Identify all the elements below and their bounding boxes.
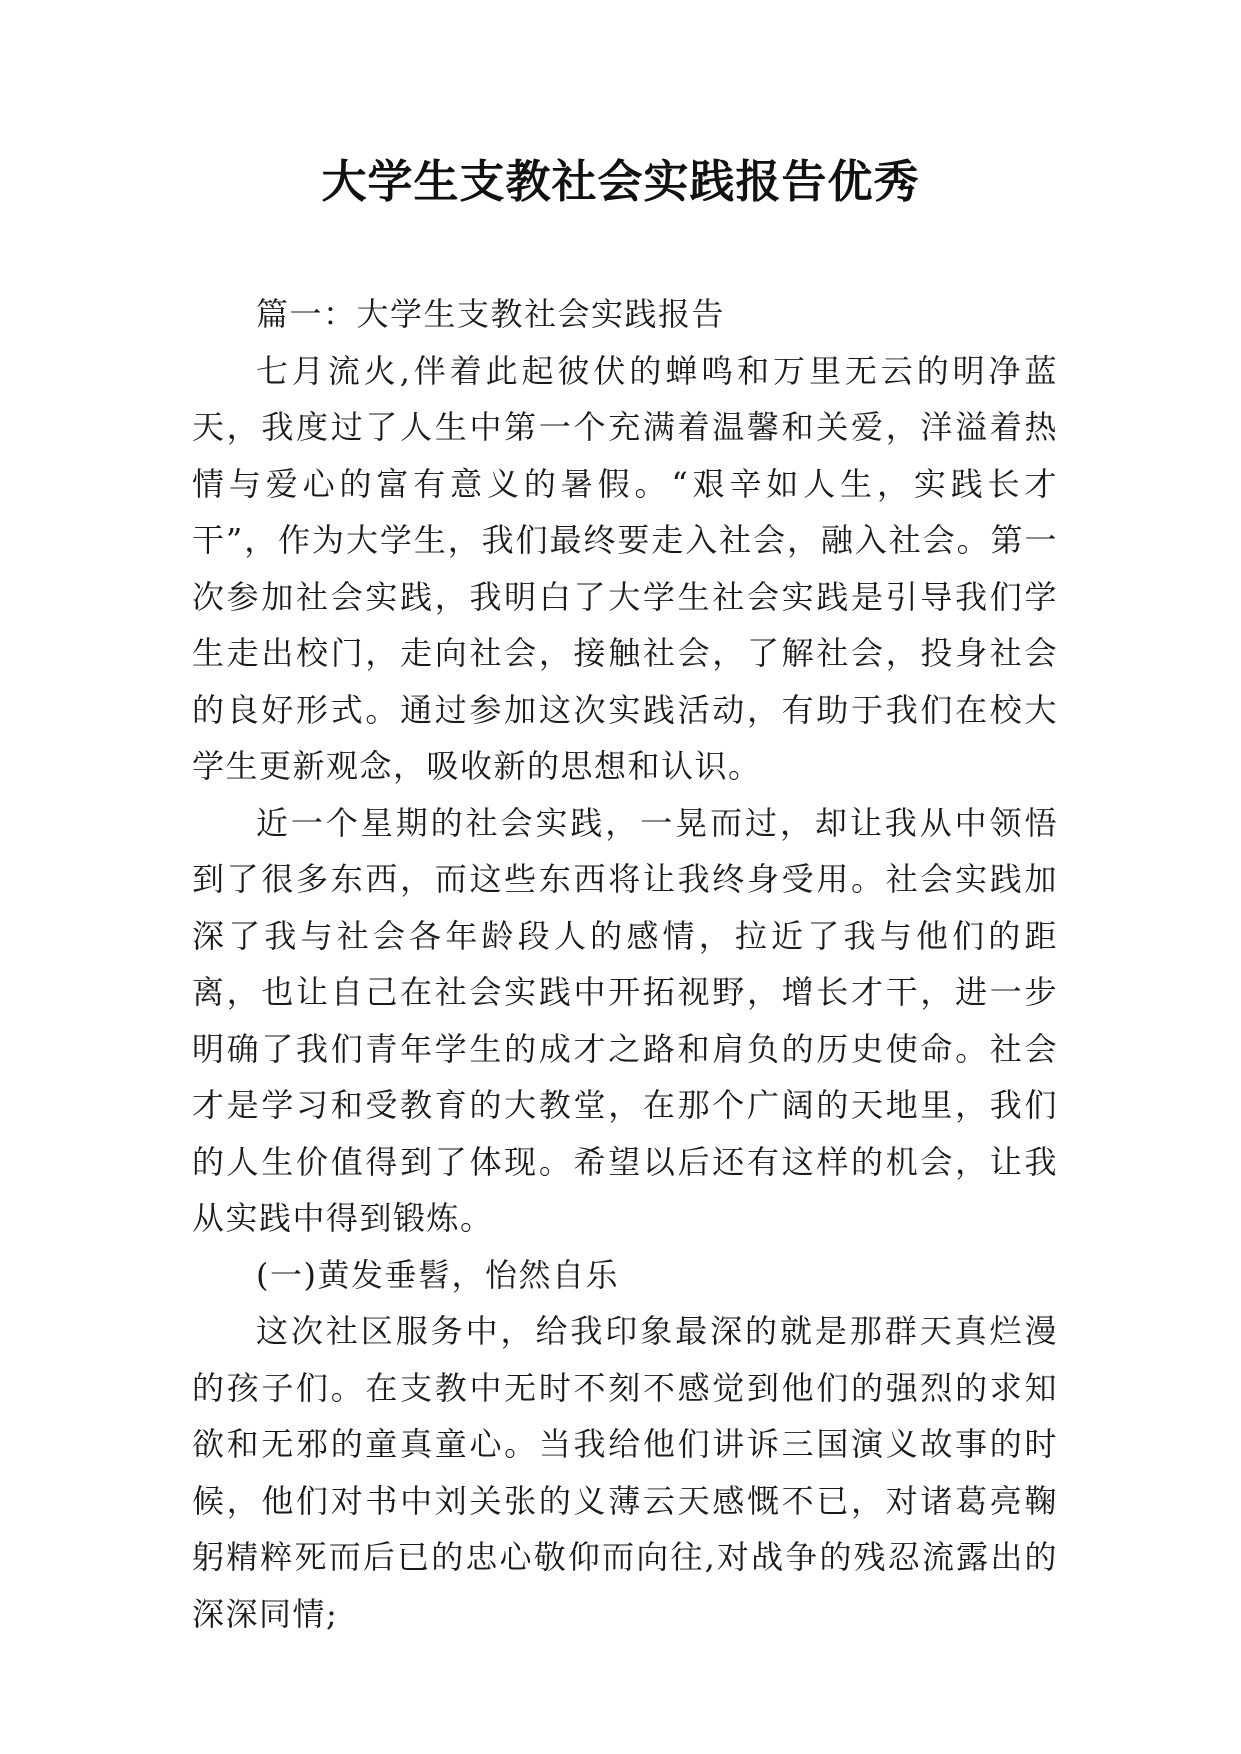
subsection-heading: (一)黄发垂髫，怡然自乐 [256,1255,619,1294]
document-body [192,286,1058,1642]
paragraph: 这次社区服务中，给我印象最深的就是那群天真烂漫的孩子们。在支教中无时不刻不感觉到他们的强烈的求知欲和无邪的童真童心。当我给他们讲诉三国演义故事的时候，他们对书中刘关张的义薄云天感慨不已，对诸葛亮鞠躬精粹死而后已的忠心敬仰而向往,对战争的残忍流露出的深深同情; [192,1312,1058,1633]
document-title: 大学生支教社会实践报告优秀 [321,155,920,208]
paragraph: 七月流火,伴着此起彼伏的蝉鸣和万里无云的明净蓝天，我度过了人生中第一个充满着温馨和关爱，洋溢着热情与爱心的富有意义的暑假。“艰辛如人生，实践长才干”，作为大学生，我们最终要走入社会，融入社会。第一次参加社会实践，我明白了大学生社会实践是引导我们学生走出校门，走向社会，接触社会，了解社会，投身社会的良好形式。通过参加这次实践活动，有助于我们在校大学生更新观念，吸收新的思想和认识。 [192,351,1058,785]
paragraph: 近一个星期的社会实践，一晃而过，却让我从中领悟到了很多东西，而这些东西将让我终身受用。社会实践加深了我与社会各年龄段人的感情，拉近了我与他们的距离，也让自己在社会实践中开拓视野，增长才干，进一步明确了我们青年学生的成才之路和肩负的历史使命。社会才是学习和受教育的大教堂，在那个广阔的天地里，我们的人生价值得到了体现。希望以后还有这样的机会，让我从实践中得到锻炼。 [192,803,1058,1237]
section-heading: 篇一：大学生支教社会实践报告 [256,295,726,333]
